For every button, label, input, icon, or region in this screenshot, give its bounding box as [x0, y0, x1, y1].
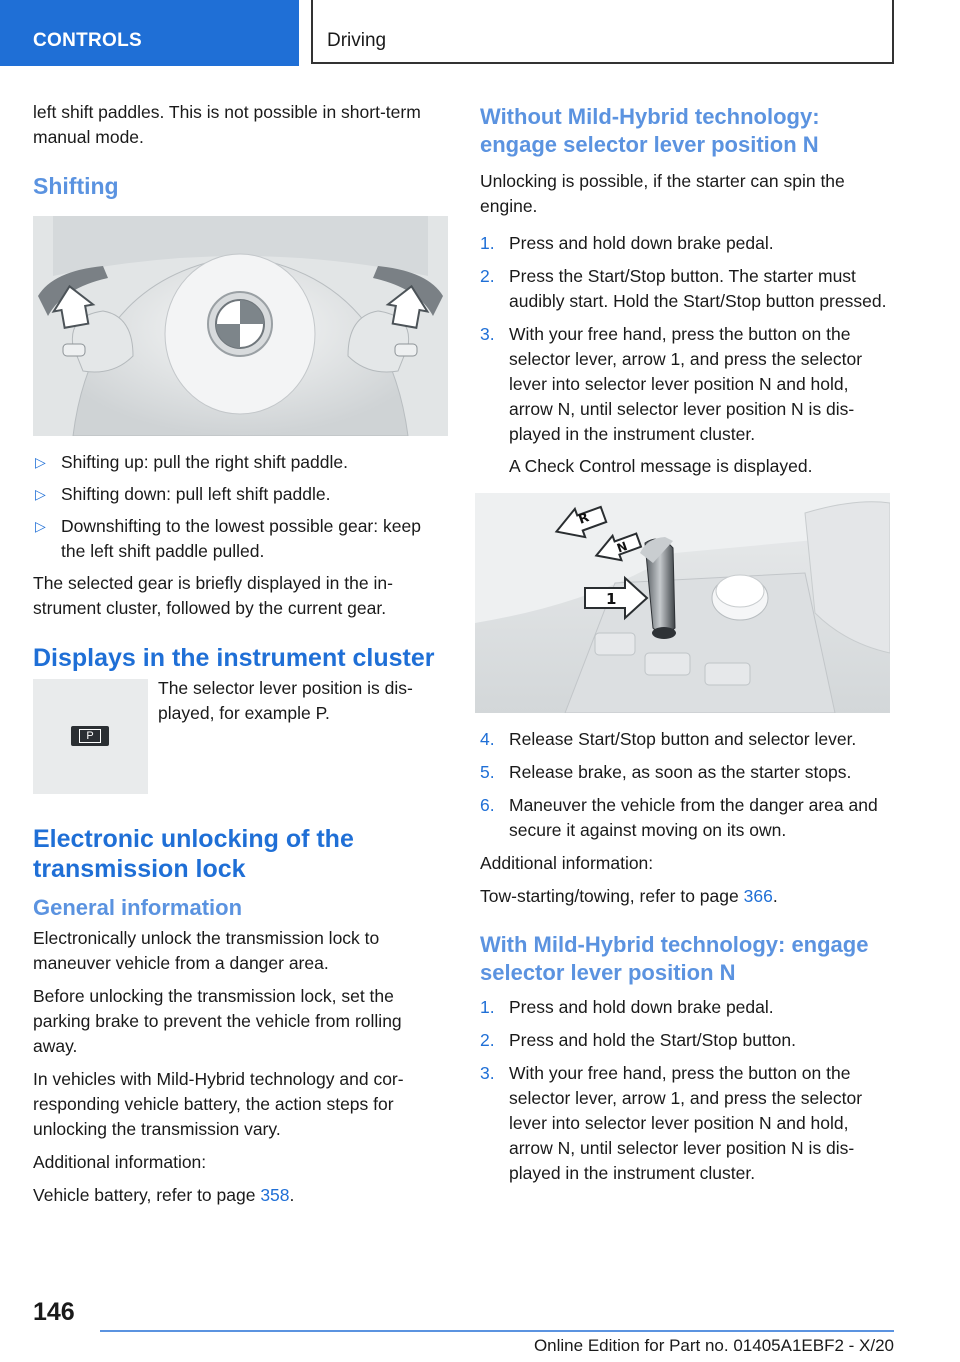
- without-intro: Unlocking is possible, if the starter can spin the engine.: [480, 171, 845, 216]
- page-number: 146: [33, 1298, 75, 1326]
- footer-edition: Online Edition for Part no. 01405A1EBF2 - X/20: [533, 1336, 894, 1355]
- additional-info-label-right: Additional information:: [480, 853, 654, 873]
- shift-bullet-list: [33, 450, 448, 564]
- with-mild-hybrid-heading: With Mild-Hybrid technology: engage selector lever position N: [480, 932, 869, 985]
- displays-block: [33, 676, 448, 794]
- triangle-right-icon: ▷: [35, 518, 46, 534]
- arrow-label-r: R: [576, 510, 592, 528]
- list-item: 5. Release brake, as soon as the starter stops.: [480, 762, 852, 782]
- without-steps-b: [480, 727, 895, 843]
- steering-wheel-illustration: [33, 216, 448, 436]
- header-chapter-label: Driving: [327, 30, 387, 51]
- header-chapter-box: [311, 0, 894, 64]
- steering-wheel-image: [33, 216, 448, 436]
- general-p3: In vehicles with Mild-Hybrid technology and cor-responding vehicle battery, the action steps for unlocking the transmission vary.: [33, 1069, 404, 1139]
- tow-reference: Tow-starting/towing, refer to page 366.: [480, 886, 778, 906]
- additional-info-label: Additional information:: [33, 1152, 207, 1172]
- selector-lever-illustration: [475, 493, 890, 713]
- list-item: ▷ Shifting down: pull left shift paddle.: [33, 482, 448, 507]
- header-section-tab: [0, 0, 299, 66]
- page-366-link[interactable]: 366: [743, 886, 773, 906]
- shifting-heading: Shifting: [33, 173, 119, 199]
- page-358-link[interactable]: 358: [260, 1185, 290, 1205]
- displays-heading: Displays in the instrument cluster: [33, 644, 435, 672]
- right-column: [480, 100, 895, 1194]
- footer-divider: [100, 1330, 894, 1332]
- triangle-right-icon: ▷: [35, 454, 46, 470]
- list-item: ▷ Shifting up: pull the right shift paddle.: [33, 450, 448, 475]
- with-steps: [480, 995, 895, 1186]
- battery-reference: Vehicle battery, refer to page 358.: [33, 1185, 295, 1205]
- list-item: 3. With your free hand, press the button on the selector lever, arrow 1, and press the selector lever into selector lever position N and hold, arrow N, until selector lever position N is dis-played in the instrument cluster. A Check Control message is displayed.: [480, 322, 895, 479]
- general-info-heading: General information: [33, 895, 243, 920]
- list-item: 1. Press and hold down brake pedal.: [480, 233, 774, 253]
- arrow-label-1: 1: [606, 590, 617, 608]
- shift-note: The selected gear is briefly displayed in the in-strument cluster, followed by the current gear.: [33, 573, 393, 618]
- list-item: 4. Release Start/Stop button and selector lever.: [480, 729, 857, 749]
- list-item: 2. Press and hold the Start/Stop button.: [480, 1030, 796, 1050]
- without-mild-hybrid-heading: Without Mild-Hybrid technology: engage selector lever position N: [480, 104, 820, 157]
- header-section-label: CONTROLS: [33, 30, 143, 51]
- arrow-label-n: N: [614, 538, 630, 556]
- list-item: 6. Maneuver the vehicle from the danger area and secure it against moving on its own.: [480, 795, 878, 840]
- check-control-note: A Check Control message is displayed.: [509, 456, 813, 476]
- list-item: 2. Press the Start/Stop button. The starter must audibly start. Hold the Start/Stop button pressed.: [480, 266, 887, 311]
- displays-text: The selector lever position is dis-played, for example P.: [158, 678, 413, 723]
- general-p2: Before unlocking the transmission lock, set the parking brake to prevent the vehicle from rolling away.: [33, 986, 402, 1056]
- selector-lever-image: [475, 493, 890, 713]
- list-item: 3. With your free hand, press the button on the selector lever, arrow 1, and press the selector lever into selector lever position N and hold, arrow N, until selector lever position N is dis-played in the instrument cluster.: [480, 1063, 863, 1183]
- gear-indicator-frame: [79, 729, 101, 743]
- list-item: ▷ Downshifting to the lowest possible gear: keep the left shift paddle pulled.: [35, 516, 421, 561]
- gear-indicator-letter: P: [86, 730, 94, 742]
- without-steps-a: [480, 231, 895, 479]
- gear-indicator-badge: [71, 726, 109, 746]
- general-p1: Electronically unlock the transmission lock to maneuver vehicle from a danger area.: [33, 928, 380, 973]
- intro-paragraph: left shift paddles. This is not possible in short-term manual mode.: [33, 102, 421, 147]
- left-column: [33, 100, 448, 1216]
- gear-indicator-image: [33, 679, 148, 794]
- list-item: 1. Press and hold down brake pedal.: [480, 997, 774, 1017]
- triangle-right-icon: ▷: [35, 486, 46, 502]
- unlock-heading: Electronic unlocking of the transmission lock: [33, 825, 354, 883]
